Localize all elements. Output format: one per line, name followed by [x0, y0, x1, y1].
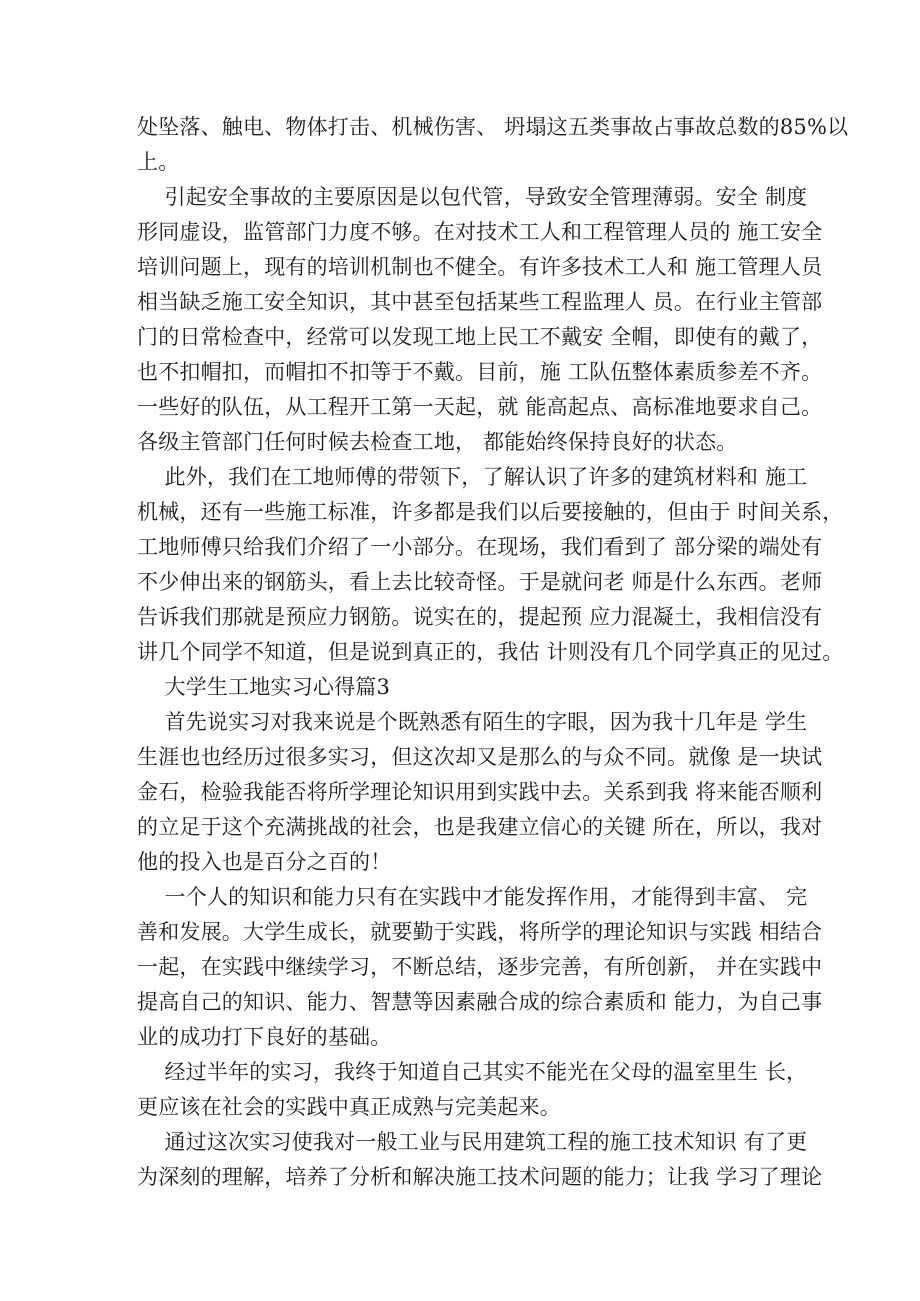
text-line: 此外，我们在工地师傅的带领下，了解认识了许多的建筑材料和 施工 [137, 465, 808, 489]
text-line: 也不扣帽扣，而帽扣不扣等于不戴。目前，施 工队伍整体素质参差不齐。 [137, 360, 823, 384]
text-line: 不少伸出来的钢筋头，看上去比较奇怪。于是就问老 师是什么东西。老师 [137, 570, 823, 594]
text-line: 门的日常检查中，经常可以发现工地上民工不戴安 全帽，即使有的戴了， [137, 325, 823, 349]
text-line: 生涯也也经历过很多实习，但这次却又是那么的与众不同。就像 是一块试 [137, 745, 823, 769]
text-line: 业的成功打下良好的基础。 [137, 1025, 392, 1049]
text-line: 一个人的知识和能力只有在实践中才能发挥作用，才能得到丰富、 完 [137, 885, 808, 909]
text-line: 机械，还有一些施工标准，许多都是我们以后要接触的，但由于 时间关系， [137, 500, 844, 524]
section-heading: 大学生工地实习心得篇3 [137, 675, 391, 699]
text-line: 告诉我们那就是预应力钢筋。说实在的，提起预 应力混凝土，我相信没有 [137, 605, 823, 629]
text-line: 培训问题上，现有的培训机制也不健全。有许多技术工人和 施工管理人员 [137, 255, 823, 279]
text-line: 讲几个同学不知道，但是说到真正的，我估 计则没有几个同学真正的见过。 [137, 640, 844, 664]
text-line: 通过这次实习使我对一般工业与民用建筑工程的施工技术知识 有了更 [137, 1130, 808, 1154]
text-line: 善和发展。大学生成长，就要勤于实践，将所学的理论知识与实践 相结合 [137, 920, 823, 944]
text-line: 一起，在实践中继续学习，不断总结，逐步完善，有所创新， 并在实践中 [137, 955, 823, 979]
text-line: 引起安全事故的主要原因是以包代管，导致安全管理薄弱。安全 制度 [137, 185, 808, 209]
text-line: 形同虚设，监管部门力度不够。在对技术工人和工程管理人员的 施工安全 [137, 220, 823, 244]
text-line: 金石，检验我能否将所学理论知识用到实践中去。关系到我 将来能否顺利 [137, 780, 823, 804]
text-line: 上。 [137, 150, 180, 174]
text-line: 提高自己的知识、能力、智慧等因素融合成的综合素质和 能力，为自己事 [137, 990, 823, 1014]
text-line: 为深刻的理解，培养了分析和解决施工技术问题的能力；让我 学习了理论 [137, 1165, 823, 1189]
text-line: 一些好的队伍，从工程开工第一天起，就 能高起点、高标准地要求自己。 [137, 395, 823, 419]
text-line: 经过半年的实习，我终于知道自己其实不能光在父母的温室里生 长， [137, 1060, 808, 1084]
text-line: 各级主管部门任何时候去检查工地， 都能始终保持良好的状态。 [137, 430, 738, 454]
text-line: 相当缺乏施工安全知识，其中甚至包括某些工程监理人 员。在行业主管部 [137, 290, 823, 314]
text-line: 工地师傅只给我们介绍了一小部分。在现场，我们看到了 部分梁的端处有 [137, 535, 823, 559]
text-line: 他的投入也是百分之百的！ [137, 850, 392, 874]
text-line: 处坠落、触电、物体打击、机械伤害、 坍塌这五类事故占事故总数的85%以 [137, 115, 849, 139]
text-line: 更应该在社会的实践中真正成熟与完美起来。 [137, 1095, 561, 1119]
text-line: 首先说实习对我来说是个既熟悉有陌生的字眼，因为我十几年是 学生 [137, 710, 808, 734]
text-line: 的立足于这个充满挑战的社会，也是我建立信心的关键 所在，所以，我对 [137, 815, 823, 839]
